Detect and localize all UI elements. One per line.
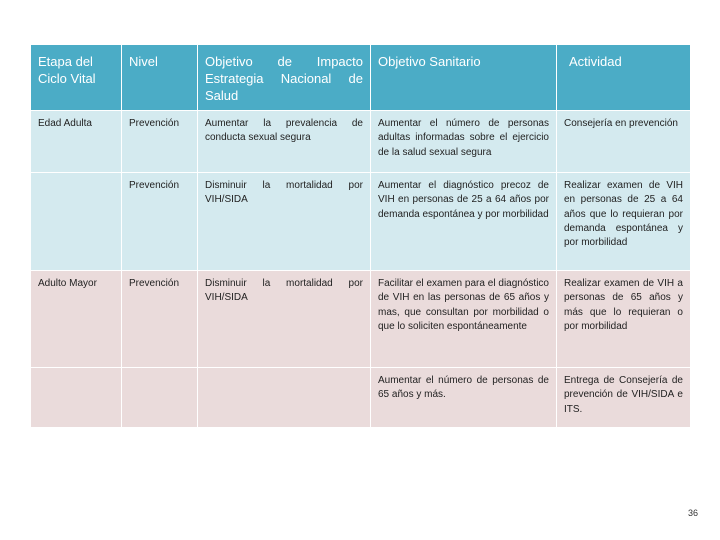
cell-actividad: Consejería en prevención xyxy=(557,111,691,173)
page-number: 36 xyxy=(687,508,698,518)
header-objetivo-impacto-line1: Objetivo de Impacto xyxy=(205,54,363,69)
cell-nivel: Prevención xyxy=(122,111,198,173)
cell-objetivo-impacto: Aumentar la prevalencia de conducta sexual segura xyxy=(198,111,371,173)
cell-objetivo-impacto: Disminuir la mortalidad por VIH/SIDA xyxy=(198,173,371,271)
table-row xyxy=(31,111,691,173)
header-nivel: Nivel xyxy=(122,45,198,111)
cell-etapa: Adulto Mayor xyxy=(31,271,122,368)
cell-nivel xyxy=(122,368,198,428)
header-etapa-line2: Ciclo Vital xyxy=(38,71,96,86)
cell-objetivo-sanitario: Aumentar el diagnóstico precoz de VIH en personas de 25 a 64 años por demanda espontánea y por morbilidad xyxy=(371,173,557,271)
cell-nivel: Prevención xyxy=(122,173,198,271)
cell-actividad: Realizar examen de VIH a personas de 65 años y más que lo requieran o por morbilidad xyxy=(557,271,691,368)
header-objetivo-impacto xyxy=(198,45,371,111)
header-etapa-line1: Etapa del xyxy=(38,54,93,69)
cell-objetivo-impacto: Disminuir la mortalidad por VIH/SIDA xyxy=(198,271,371,368)
header-objetivo-impacto-line3: Salud xyxy=(205,88,239,103)
cell-actividad: Entrega de Consejería de prevención de VIH/SIDA e ITS. xyxy=(557,368,691,428)
header-etapa xyxy=(31,45,122,111)
table-row xyxy=(31,173,691,271)
cell-nivel: Prevención xyxy=(122,271,198,368)
header-actividad: Actividad xyxy=(557,45,691,111)
cell-objetivo-impacto xyxy=(198,368,371,428)
cell-etapa xyxy=(31,368,122,428)
cell-actividad: Realizar examen de VIH en personas de 25 a 64 años que lo requieran por demanda espontánea y por morbilidad xyxy=(557,173,691,271)
cell-etapa: Edad Adulta xyxy=(31,111,122,173)
table-row xyxy=(31,271,691,368)
table-row xyxy=(31,368,691,428)
cell-objetivo-sanitario: Aumentar el número de personas de 65 años y más. xyxy=(371,368,557,428)
table-header-row xyxy=(31,45,691,111)
header-objetivo-impacto-line2: Estrategia Nacional de xyxy=(205,71,363,86)
cell-objetivo-sanitario: Aumentar el número de personas adultas informadas sobre el ejercicio de la salud sexual segura xyxy=(371,111,557,173)
health-objectives-table xyxy=(30,44,690,428)
cell-objetivo-sanitario: Facilitar el examen para el diagnóstico de VIH en las personas de 65 años y mas, que consultan por morbilidad o que lo soliciten espontáneamente xyxy=(371,271,557,368)
header-objetivo-sanitario: Objetivo Sanitario xyxy=(371,45,557,111)
cell-etapa xyxy=(31,173,122,271)
